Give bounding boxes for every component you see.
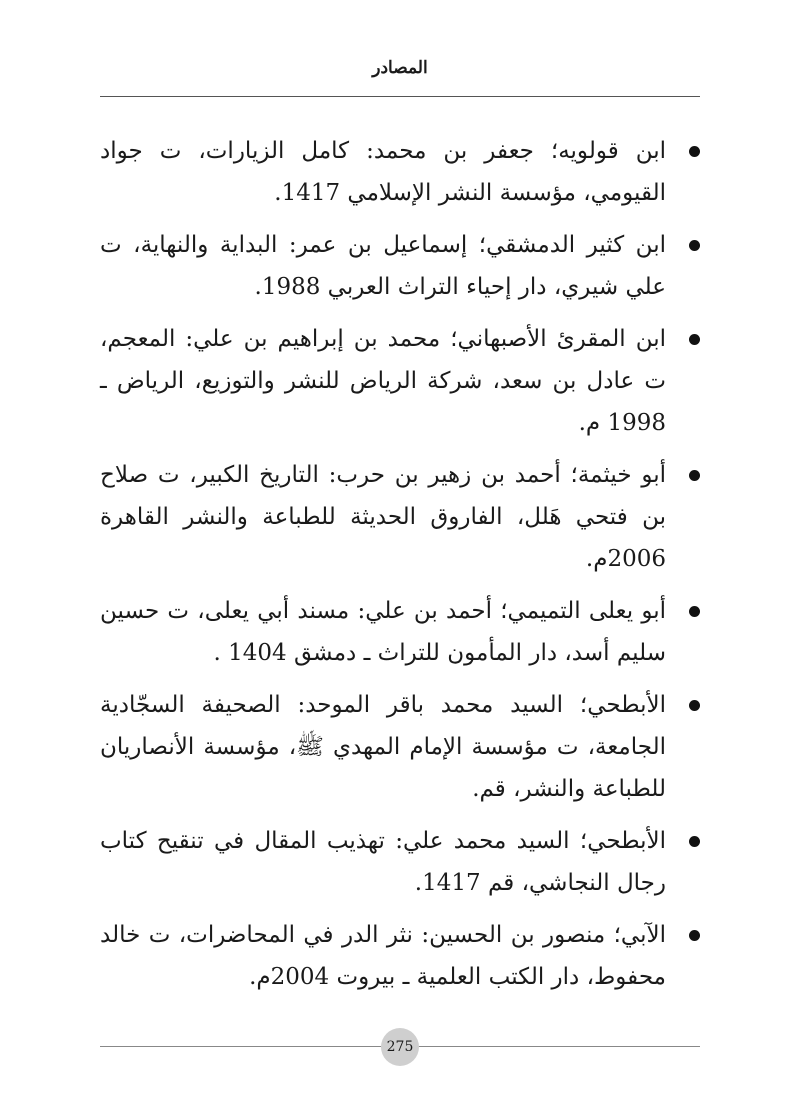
bullet-icon [689, 470, 700, 481]
reference-text: ابن المقرئ الأصبهاني؛ محمد بن إبراهيم بن علي: المعجم، ت عادل بن سعد، شركة الرياض للنشر والتوزيع، الرياض ـ 1998 م. [100, 326, 666, 436]
reference-item [100, 454, 700, 580]
header-title: المصادر [372, 58, 428, 78]
bullet-icon [689, 836, 700, 847]
reference-text: أبو يعلى التميمي؛ أحمد بن علي: مسند أبي يعلى، ت حسين سليم أسد، دار المأمون للتراث ـ دمشق 1404 . [100, 598, 666, 666]
reference-item [100, 224, 700, 308]
bullet-icon [689, 930, 700, 941]
bullet-icon [689, 334, 700, 345]
bullet-icon [689, 606, 700, 617]
reference-item [100, 318, 700, 444]
bullet-icon [689, 146, 700, 157]
reference-list [100, 130, 700, 1008]
reference-item [100, 590, 700, 674]
bullet-icon [689, 240, 700, 251]
reference-text: أبو خيثمة؛ أحمد بن زهير بن حرب: التاريخ الكبير، ت صلاح بن فتحي هَلل، الفاروق الحديثة للطباعة والنشر القاهرة 2006م. [100, 462, 666, 572]
reference-item [100, 914, 700, 998]
page-footer [100, 1028, 700, 1064]
reference-item [100, 820, 700, 904]
reference-text: الأبطحي؛ السيد محمد علي: تهذيب المقال في تنقيح كتاب رجال النجاشي، قم 1417. [100, 828, 666, 896]
page-number: 275 [381, 1028, 419, 1066]
bullet-icon [689, 700, 700, 711]
reference-text: ابن كثير الدمشقي؛ إسماعيل بن عمر: البداية والنهاية، ت علي شيري، دار إحياء التراث العربي 1988. [100, 232, 666, 300]
running-header [100, 50, 700, 97]
reference-text: الأبطحي؛ السيد محمد باقر الموحد: الصحيفة السجّادية الجامعة، ت مؤسسة الإمام المهدي ﷺ، مؤسسة الأنصاريان للطباعة والنشر، قم. [100, 692, 666, 802]
reference-item [100, 130, 700, 214]
reference-item [100, 684, 700, 810]
reference-text: الآبي؛ منصور بن الحسين: نثر الدر في المحاضرات، ت خالد محفوط، دار الكتب العلمية ـ بيروت 2004م. [100, 922, 666, 990]
reference-text: ابن قولويه؛ جعفر بن محمد: كامل الزيارات، ت جواد القيومي، مؤسسة النشر الإسلامي 1417. [100, 138, 666, 206]
